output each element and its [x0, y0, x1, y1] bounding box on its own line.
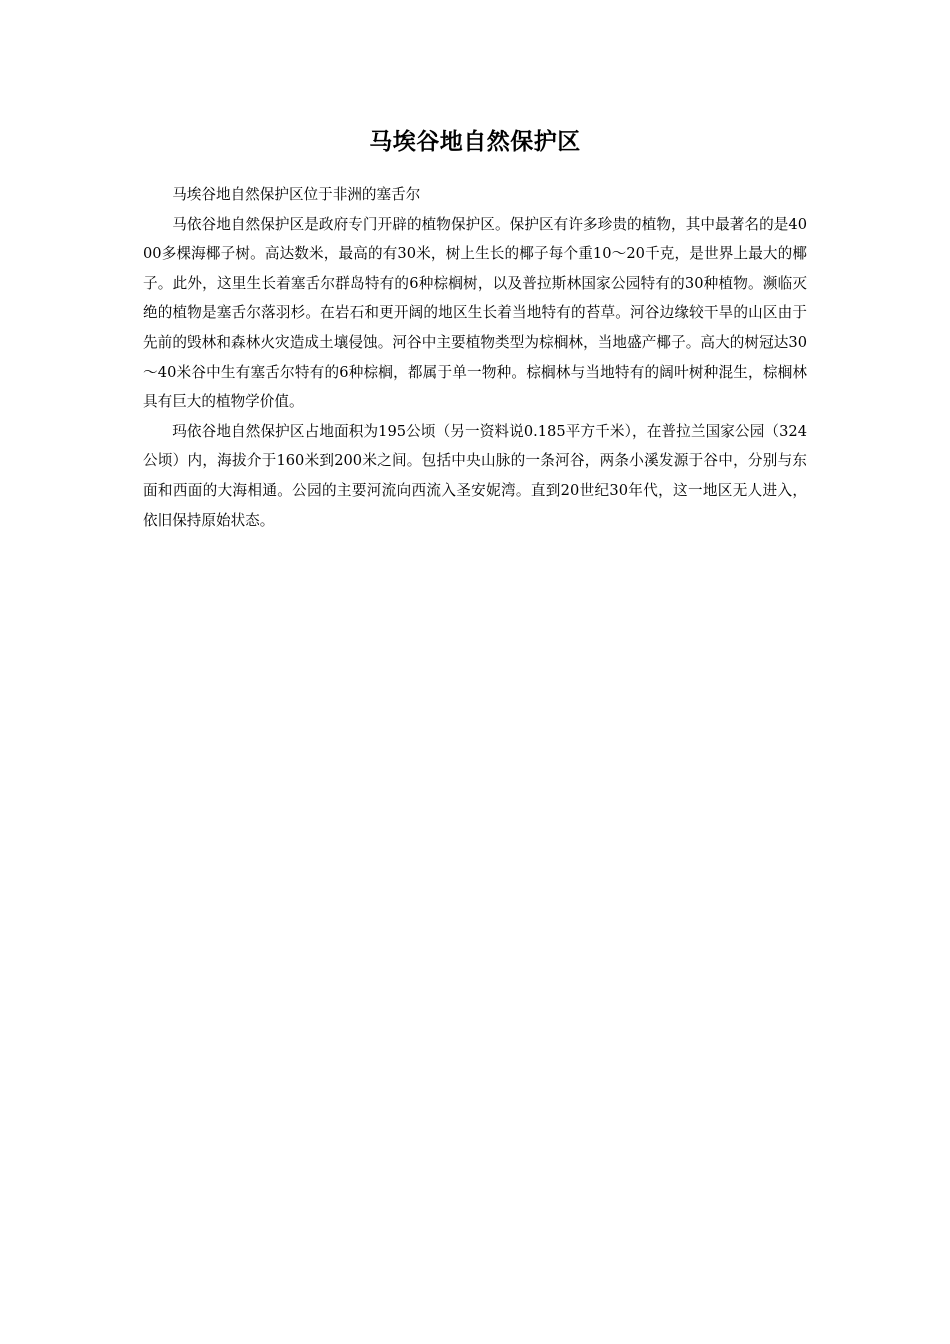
paragraph-flora: 马依谷地自然保护区是政府专门开辟的植物保护区。保护区有许多珍贵的植物，其中最著名的是4000多棵海椰子树。高达数米，最高的有30米，树上生长的椰子每个重10～20千克，是世界上最大的椰子。此外，这里生长着塞舌尔群岛特有的6种棕榈树，以及普拉斯林国家公园特有的30种植物。濒临灭绝的植物是塞舌尔落羽杉。在岩石和更开阔的地区生长着当地特有的苔草。河谷边缘较干旱的山区由于先前的毁林和森林火灾造成土壤侵蚀。河谷中主要植物类型为棕榈林，当地盛产椰子。高大的树冠达30～40米谷中生有塞舌尔特有的6种棕榈，都属于单一物种。棕榈林与当地特有的阔叶树种混生，棕榈林具有巨大的植物学价值。	[143, 215, 807, 411]
document-title: 马埃谷地自然保护区	[369, 129, 581, 155]
paragraph-area: 玛依谷地自然保护区占地面积为195公顷（另一资料说0.185平方千米），在普拉兰国家公园（324公顷）内，海拔介于160米到200米之间。包括中央山脉的一条河谷，两条小溪发源于谷中，分别与东面和西面的大海相通。公园的主要河流向西流入圣安妮湾。直到20世纪30年代，这一地区无人进入，依旧保持原始状态。	[143, 422, 807, 529]
paragraph-intro: 马埃谷地自然保护区位于非洲的塞舌尔	[172, 186, 421, 203]
document-body	[143, 180, 807, 535]
